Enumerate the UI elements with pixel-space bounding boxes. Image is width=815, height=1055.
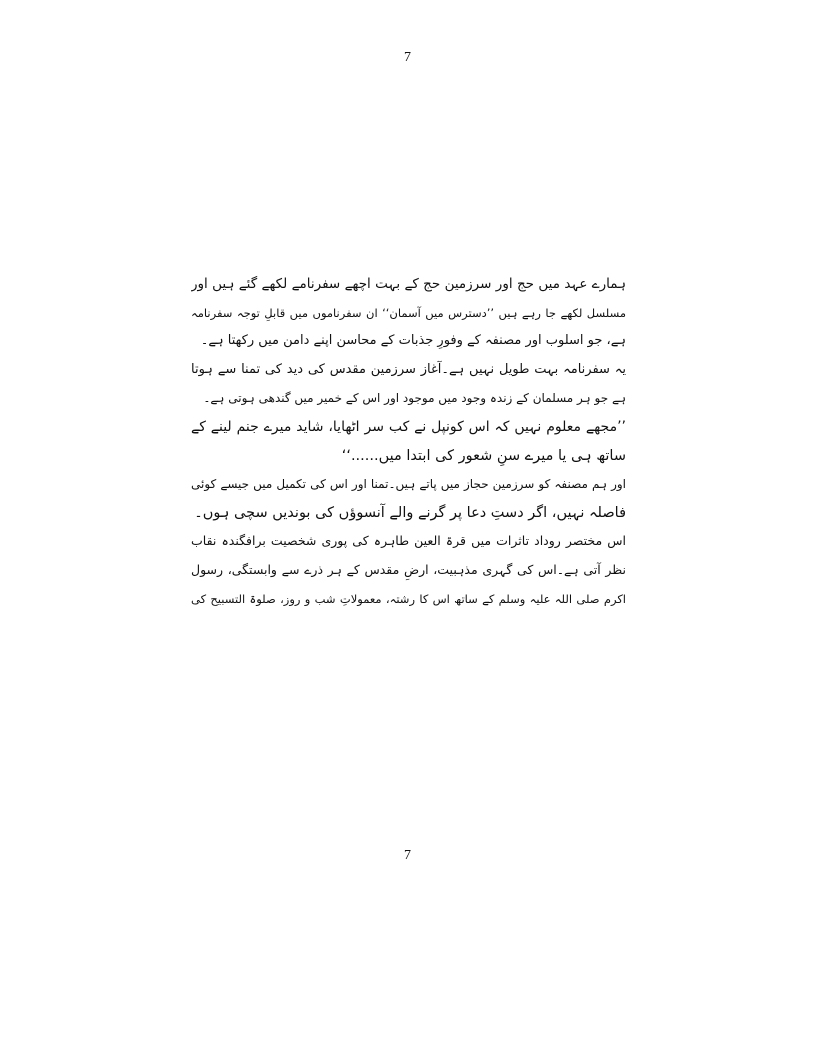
text-line: ’’مجھے معلوم نہیں کہ اس کونپل نے کب سر اٹھایا، شاید میرے جنم لینے کے — [191, 418, 626, 435]
page-number-bottom: 7 — [404, 848, 411, 863]
page-number-top: 7 — [404, 50, 411, 65]
text-line: اور ہم مصنفہ کو سرزمین حجاز میں پاتے ہیں۔تمنا اور اس کی تکمیل میں جیسے کوئی — [191, 477, 626, 492]
text-line: یہ سفرنامہ بہت طویل نہیں ہے۔آغاز سرزمین مقدس کی دید کی تمنا سے ہوتا — [191, 361, 626, 377]
text-line: اکرم صلی اللہ علیہ وسلم کے ساتھ اس کا رشتہ، معمولاتِ شب و روز، صلوۃ التسبیح کی — [191, 591, 626, 606]
text-line: فاصلہ نہیں، اگر دستِ دعا پر گرنے والے آنسوؤں کی بوندیں سچی ہوں۔ — [194, 504, 626, 521]
text-line: مسلسل لکھے جا رہے ہیں ’’دسترس میں آسمان‘‘ ان سفرناموں میں قابلِ توجہ سفرنامہ — [191, 305, 626, 320]
text-line: ہمارے عہد میں حج اور سرزمین حج کے بہت اچھے سفرنامے لکھے گئے ہیں اور — [191, 276, 626, 292]
body-text — [191, 270, 626, 613]
text-line: نظر آتی ہے۔اس کی گہری مذہبیت، ارضِ مقدس کے ہر ذرے سے وابستگی، رسول — [191, 561, 626, 577]
text-line: ساتھ ہی یا میرے سنِ شعور کی ابتدا میں......‘‘ — [341, 447, 626, 464]
text-line: ہے جو ہر مسلمان کے زندہ وجود میں موجود اور اس کے خمیر میں گندھی ہوتی ہے۔ — [203, 391, 626, 406]
text-line: اس مختصر روداد تاثرات میں قرۃ العین طاہرہ کی پوری شخصیت برافگندہ نقاب — [191, 533, 626, 549]
text-line: ہے، جو اسلوب اور مصنفہ کے وفورِ جذبات کے محاسن اپنے دامن میں رکھتا ہے۔ — [200, 333, 626, 349]
